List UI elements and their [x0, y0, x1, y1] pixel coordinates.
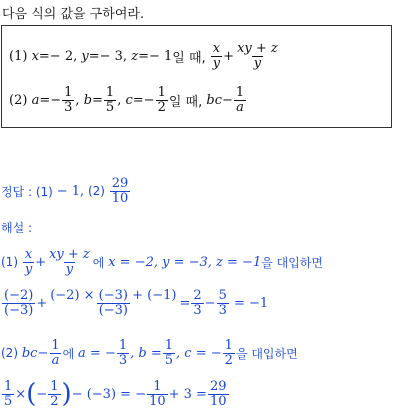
value-z: =− 1 — [138, 48, 173, 64]
assign-b: , b = — [130, 345, 162, 361]
fraction-denominator: 2 — [50, 393, 59, 409]
fraction-x-over-y — [211, 42, 222, 70]
substitution-particle: 에 — [92, 255, 105, 270]
fraction-numerator: 1 — [157, 84, 166, 100]
step-2-result: = −1 — [233, 295, 269, 311]
fraction-1-over-a — [49, 339, 61, 367]
answer-1: − 1, — [56, 183, 85, 199]
assign-c: , c = − — [176, 345, 222, 361]
fraction-c-value — [156, 86, 168, 114]
problem-2-number: (2) — [9, 92, 28, 108]
fraction-xyz-over-y — [235, 42, 280, 70]
fraction-c-value — [223, 339, 235, 367]
var-z: z — [131, 48, 139, 64]
fraction-numerator: 1 — [4, 378, 13, 394]
problem-1-number: (1) — [9, 48, 28, 64]
var-x: x — [31, 48, 39, 64]
minus-sign: − — [37, 345, 49, 361]
var-b: b — [83, 92, 93, 108]
answer-line — [1, 172, 131, 210]
expr-bc: bc — [206, 92, 222, 108]
fraction-1-over-10 — [147, 380, 168, 408]
close-paren: ) — [61, 379, 72, 409]
fraction-denominator: (−3) — [98, 302, 128, 318]
fraction-numerator: 1 — [64, 84, 73, 100]
fraction-numerator: 1 — [235, 84, 245, 100]
fraction-denominator: 3 — [118, 352, 128, 368]
substitution-values: x = −2, y = −3, z = −1 — [108, 254, 262, 270]
fraction-denominator: y — [212, 55, 221, 71]
fraction-1-over-2 — [48, 380, 60, 408]
comma: , — [117, 92, 122, 108]
minus-sign: − — [221, 92, 233, 108]
equals-neg: =− — [39, 92, 62, 108]
fraction-a-value — [117, 339, 129, 367]
equals-neg: =− — [132, 92, 155, 108]
fraction-denominator: y — [24, 261, 33, 277]
fraction-denominator: 2 — [224, 352, 233, 368]
fraction-numerator: 1 — [224, 337, 233, 353]
fraction-29-over-10 — [208, 380, 229, 408]
problem-1 — [9, 36, 281, 76]
fraction-denominator: 10 — [149, 393, 166, 409]
fraction-numerator: 29 — [209, 378, 227, 394]
explanation-step-1 — [1, 243, 323, 281]
explanation-step-2 — [1, 283, 268, 323]
fraction-b-value — [104, 86, 116, 114]
fraction-numerator: 1 — [153, 378, 162, 394]
fraction-b-value — [163, 339, 175, 367]
substitution-tail: 을 대입하면 — [261, 255, 324, 270]
fraction-2-over-3 — [191, 289, 203, 317]
fraction-numerator: 5 — [218, 287, 227, 303]
fraction-numerator: (−2) — [4, 287, 34, 303]
substitution-particle: 에 — [62, 346, 75, 361]
plus-sign: + — [223, 48, 235, 64]
fraction-xyz-over-y — [47, 248, 92, 276]
step-1-number: (1) — [1, 255, 18, 269]
comma: , — [75, 92, 80, 108]
expr-bc: bc — [21, 345, 38, 361]
fraction-denominator: 10 — [111, 190, 129, 206]
assign-a: a = − — [78, 345, 116, 361]
fraction-denominator: a — [236, 99, 244, 115]
equals: = — [179, 295, 191, 311]
value-x: =− 2, — [38, 48, 78, 64]
fraction-denominator: 2 — [157, 99, 166, 115]
step-4-middle: − (−3) = − — [71, 386, 147, 402]
open-paren: ( — [26, 379, 37, 409]
explanation-step-3 — [1, 333, 298, 373]
fraction-numerator: xy + z — [237, 40, 278, 56]
fraction-numerator: 1 — [51, 337, 60, 353]
fraction-numerator: x — [24, 246, 33, 262]
answer-2-fraction — [110, 177, 131, 205]
fraction-numerator: xy + z — [49, 246, 90, 262]
step-3-number: (2) — [1, 346, 18, 360]
plus-sign: + — [36, 295, 48, 311]
step-4-plus-three: + 3 = — [168, 386, 207, 402]
var-c: c — [125, 92, 133, 108]
fraction-1-over-5 — [2, 380, 14, 408]
explanation-label: 해설 : — [1, 221, 33, 235]
substitution-tail: 을 대입하면 — [235, 346, 298, 361]
fraction-denominator: 3 — [193, 302, 202, 318]
problem-2 — [9, 80, 247, 120]
fraction-5-over-3 — [217, 289, 229, 317]
fraction-neg2-over-neg3 — [2, 289, 35, 317]
fraction-product-over-neg3 — [48, 289, 178, 317]
fraction-denominator: 3 — [64, 99, 73, 115]
value-y: =− 3, — [88, 48, 128, 64]
fraction-x-over-y — [23, 248, 34, 276]
fraction-numerator: 1 — [50, 378, 59, 394]
var-y: y — [81, 48, 89, 64]
fraction-numerator: 1 — [118, 337, 128, 353]
fraction-numerator: 2 — [193, 287, 202, 303]
condition-text: 일 때, — [168, 94, 203, 110]
fraction-numerator: 29 — [111, 175, 129, 191]
fraction-1-over-a — [234, 86, 246, 114]
minus-sign: − — [204, 295, 216, 311]
fraction-denominator: 5 — [105, 99, 115, 115]
equals: = — [92, 92, 103, 108]
times-sign: × — [15, 386, 27, 402]
fraction-denominator: 3 — [218, 302, 227, 318]
explanation-step-4 — [1, 374, 230, 414]
fraction-denominator: y — [253, 55, 262, 71]
fraction-denominator: 5 — [164, 352, 174, 368]
fraction-denominator: a — [51, 352, 60, 368]
fraction-a-value — [62, 86, 74, 114]
question-title: 다음 식의 값을 구하여라. — [2, 7, 145, 22]
condition-text: 일 때, — [172, 50, 206, 66]
fraction-numerator: 1 — [164, 337, 174, 353]
fraction-numerator: 1 — [105, 84, 115, 100]
answer-2-number: (2) — [87, 184, 105, 198]
fraction-denominator: 5 — [4, 393, 13, 409]
minus-sign: − — [36, 386, 48, 402]
plus-sign: + — [35, 254, 47, 270]
fraction-numerator: x — [212, 40, 221, 56]
answer-label: 정답 : (1) — [1, 184, 53, 199]
fraction-denominator: y — [65, 261, 74, 277]
fraction-numerator: (−2) × (−3) + (−1) — [50, 287, 177, 303]
fraction-denominator: 10 — [209, 393, 227, 409]
var-a: a — [31, 92, 40, 108]
fraction-denominator: (−3) — [4, 302, 34, 318]
